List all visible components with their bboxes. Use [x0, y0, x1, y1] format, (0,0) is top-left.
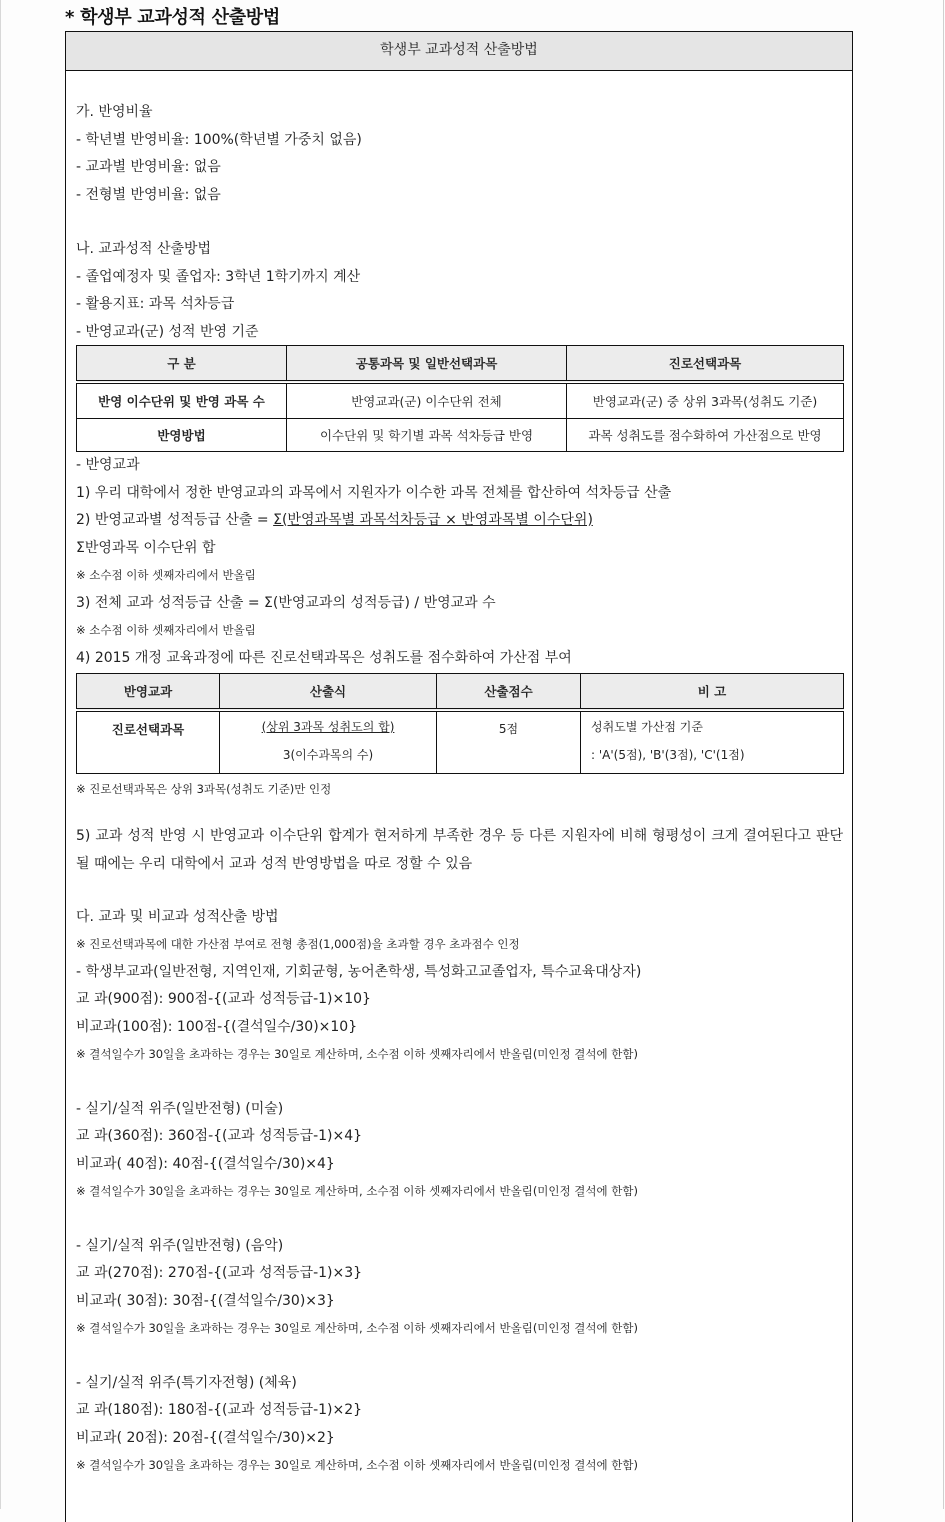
page-right-edge [943, 0, 944, 1509]
score-group [76, 1370, 843, 1480]
table-cell: 과목 성취도를 점수화하여 가산점으로 반영 [567, 419, 844, 452]
absence-note: ※ 결석일수가 30일을 초과하는 경우는 30일로 계산하며, 소수점 이하 셋째자리에서 반올림(미인정 결석에 한함) [76, 1321, 638, 1335]
rule-2-prefix: 2) 반영교과별 성적등급 산출 = [76, 512, 274, 528]
rounding-note: ※ 소수점 이하 셋째자리에서 반올림 [76, 568, 256, 582]
absence-note: ※ 결석일수가 30일을 초과하는 경우는 30일로 계산하며, 소수점 이하 셋째자리에서 반올림(미인정 결석에 한함) [76, 1047, 638, 1061]
table-row [77, 419, 844, 452]
rule-2-denominator: Σ반영과목 이수단위 합 [76, 539, 216, 556]
table-cell: 반영교과(군) 이수단위 전체 [287, 382, 567, 419]
score-group [76, 959, 843, 1069]
spacer [76, 1069, 843, 1096]
table-header: 진로선택과목 [567, 346, 844, 383]
group-title: - 학생부교과(일반전형, 지역인재, 기회균형, 농어촌학생, 특성화고교졸업자, 특수교육대상자) [76, 963, 642, 980]
table-cell: 5점 [437, 710, 581, 774]
rule-4: 4) 2015 개정 교육과정에 따른 진로선택과목은 성취도를 점수화하여 가산점 부여 [76, 649, 572, 666]
subject-formula: 교 과(360점): 360점-{(교과 성적등급-1)×4} [76, 1128, 363, 1144]
remark-line: : 'A'(5점), 'B'(3점), 'C'(1점) [591, 748, 745, 762]
nonsubject-formula: 비교과( 30점): 30점-{(결석일수/30)×3} [76, 1292, 335, 1309]
section-da-heading: 다. 교과 및 비교과 성적산출 방법 [76, 908, 279, 925]
table-header: 공통과목 및 일반선택과목 [287, 346, 567, 383]
group-title: - 실기/실적 위주(일반전형) (미술) [76, 1100, 284, 1117]
list-item: - 반영교과(군) 성적 반영 기준 [76, 323, 259, 340]
criteria-table [76, 345, 844, 452]
group-title: - 실기/실적 위주(일반전형) (음악) [76, 1237, 284, 1254]
career-note: ※ 진로선택과목은 상위 3과목(성취도 기준)만 인정 [76, 782, 332, 796]
nonsubject-formula: 비교과(100점): 100점-{(결석일수/30)×10} [76, 1018, 358, 1035]
table-header: 비 고 [581, 674, 844, 711]
subject-formula: 교 과(270점): 270점-{(교과 성적등급-1)×3} [76, 1265, 363, 1281]
list-item: - 졸업예정자 및 졸업자: 3학년 1학기까지 계산 [76, 268, 361, 285]
spacer [76, 209, 843, 236]
remark-line: 성취도별 가산점 기준 [591, 720, 703, 734]
table-row [77, 382, 844, 419]
table-row [77, 710, 844, 774]
table-header: 산출식 [220, 674, 437, 711]
table-cell: 반영방법 [77, 419, 287, 452]
absence-note: ※ 결석일수가 30일을 초과하는 경우는 30일로 계산하며, 소수점 이하 셋째자리에서 반올림(미인정 결석에 한함) [76, 1184, 638, 1198]
table-cell: 반영 이수단위 및 반영 과목 수 [77, 382, 287, 419]
nonsubject-formula: 비교과( 40점): 40점-{(결석일수/30)×4} [76, 1155, 335, 1172]
spacer [76, 878, 843, 904]
subject-label: - 반영교과 [76, 457, 140, 473]
table-header: 반영교과 [77, 674, 220, 711]
formula-numerator: (상위 3과목 성취도의 합) [261, 720, 395, 734]
rule-3: 3) 전체 교과 성적등급 산출 = Σ(반영교과의 성적등급) / 반영교과 수 [76, 594, 496, 611]
list-item: - 학년별 반영비율: 100%(학년별 가중치 없음) [76, 131, 362, 148]
box-header: 학생부 교과성적 산출방법 [66, 32, 852, 71]
score-group [76, 1096, 843, 1206]
page-title: * 학생부 교과성적 산출방법 [65, 7, 280, 28]
box-content [66, 71, 852, 1480]
nonsubject-formula: 비교과( 20점): 20점-{(결석일수/30)×2} [76, 1429, 335, 1446]
subject-formula: 교 과(900점): 900점-{(교과 성적등급-1)×10} [76, 991, 371, 1007]
score-group [76, 1233, 843, 1343]
group-title: - 실기/실적 위주(특기자전형) (체육) [76, 1374, 297, 1391]
table-header: 산출점수 [437, 674, 581, 711]
method-box [65, 31, 853, 1522]
formula-cell [220, 710, 437, 774]
section-ga-heading: 가. 반영비율 [76, 104, 153, 120]
spacer [76, 1206, 843, 1233]
rule-2 [76, 507, 843, 535]
absence-note: ※ 결석일수가 30일을 초과하는 경우는 30일로 계산하며, 소수점 이하 셋째자리에서 반올림(미인정 결석에 한함) [76, 1458, 638, 1472]
spacer [76, 804, 843, 818]
table-cell: 진로선택과목 [77, 710, 220, 774]
rule-5: 5) 교과 성적 반영 시 반영교과 이수단위 합계가 현저하게 부족한 경우 등 다른 지원자에 비해 형평성이 크게 결여된다고 판단될 때에는 우리 대학에서 교과 성적 반영방법을 따로 정할 수 있음 [76, 827, 843, 872]
list-item: - 교과별 반영비율: 없음 [76, 159, 221, 175]
rule-2-numerator: Σ(반영과목별 과목석차등급 × 반영과목별 이수단위) [273, 512, 593, 528]
rounding-note: ※ 소수점 이하 셋째자리에서 반올림 [76, 623, 256, 637]
remark-cell [581, 710, 844, 774]
formula-denominator: 3(이수과목의 수) [282, 748, 374, 762]
rule-1: 1) 우리 대학에서 정한 반영교과의 과목에서 지원자가 이수한 과목 전체를 합산하여 석차등급 산출 [76, 484, 672, 501]
subject-formula: 교 과(180점): 180점-{(교과 성적등급-1)×2} [76, 1402, 363, 1418]
table-cell: 이수단위 및 학기별 과목 석차등급 반영 [287, 419, 567, 452]
table-cell: 반영교과(군) 중 상위 3과목(성취도 기준) [567, 382, 844, 419]
table-header: 구 분 [77, 346, 287, 383]
section-na-heading: 나. 교과성적 산출방법 [76, 241, 212, 257]
career-elective-table [76, 673, 844, 774]
list-item: - 활용지표: 과목 석차등급 [76, 296, 235, 312]
bonus-note: ※ 진로선택과목에 대한 가산점 부여로 전형 총점(1,000점)을 초과할 경우 초과점수 인정 [76, 937, 520, 951]
page-left-edge [0, 0, 1, 1509]
spacer [76, 1343, 843, 1370]
list-item: - 전형별 반영비율: 없음 [76, 186, 221, 203]
